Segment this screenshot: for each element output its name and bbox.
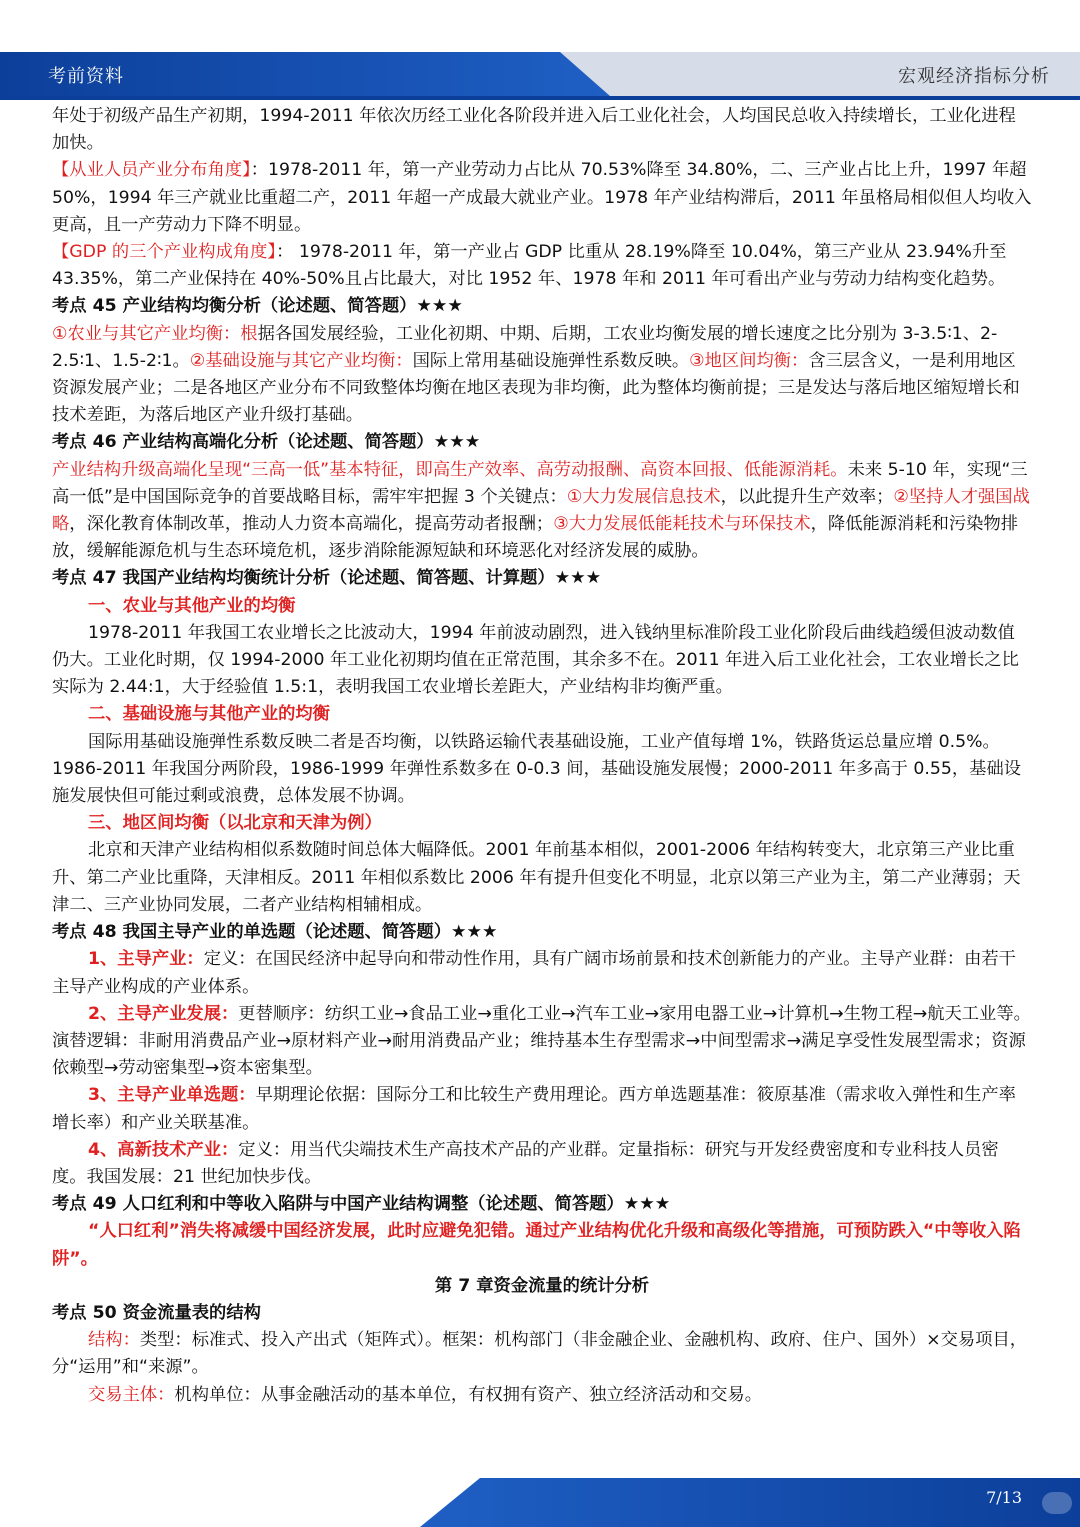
header-left-title: 考前资料	[48, 66, 124, 87]
k48-text-1: 定义：在国民经济中起导向和带动性作用，具有广阔市场前景和技术创新能力的产业。主导产业群：由若干主导产业构成的产业体系。	[52, 949, 1016, 997]
k50-item-2	[52, 1382, 1032, 1409]
k46-text-3: ，深化教育体制改革，推动人力资本高端化，提高劳动者报酬；	[69, 514, 554, 535]
k48-item-3	[52, 1082, 1032, 1136]
k46-heading: 考点 46 产业结构高端化分析（论述题、简答题）★★★	[52, 432, 481, 453]
k45-heading: 考点 45 产业结构均衡分析（论述题、简答题）★★★	[52, 296, 463, 317]
k50-item-1	[52, 1327, 1032, 1381]
k48-label-1: 1、主导产业：	[88, 949, 204, 970]
watermark-badge	[1042, 1492, 1072, 1514]
employment-label: 【从业人员产业分布角度】	[52, 160, 251, 181]
k47-paragraph-2: 国际用基础设施弹性系数反映二者是否均衡，以铁路运输代表基础设施，工业产值每增 1%，铁路货运总量应增 0.5%。1986-2011 年我国分两阶段，1986-1999 年弹性系数多在 0-0.3 间，基础设施发展慢；2000-2011 年多高于 0.55，基础设施发展快但可能过剩或浪费，总体发展不协调。	[52, 731, 1022, 807]
gdp-label: 【GDP 的三个产业构成角度】	[52, 242, 277, 263]
k48-heading: 考点 48 我国主导产业的单选题（论述题、简答题）★★★	[52, 922, 498, 943]
employment-paragraph	[52, 157, 1032, 239]
k48-text-2: 更替顺序：纺织工业→食品工业→重化工业→汽车工业→家用电器工业→计算机→生物工程→航天工业等。演替逻辑：非耐用消费品产业→原材料产业→耐用消费品产业；维持基本生存型需求→中间型需求→满足享受性发展型需求；资源依赖型→劳动密集型→资本密集型。	[52, 1003, 1031, 1079]
k47-subheading-2: 二、基础设施与其他产业的均衡	[88, 704, 330, 725]
k50-heading: 考点 50 资金流量表的结构	[52, 1302, 261, 1323]
k48-text-3: 早期理论依据：国际分工和比较生产费用理论。西方单选题基准：筱原基准（需求收入弹性和生产率增长率）和产业关联基准。	[52, 1085, 1016, 1133]
footer-blue-banner	[420, 1478, 1080, 1527]
employment-text: ：1978-2011 年，第一产业劳动力占比从 70.53%降至 34.80%，二、三产业占比上升，1997 年超 50%，1994 年三产就业比重超二产，2011 年超一产成最大就业产业。1978 年产业结构滞后，2011 年虽格局相似但人均收入更高，且一产劳动力下降不明显。	[52, 160, 1032, 235]
k46-text-1: 未来 5-10 年，实现“三高一低”是中国国际竞争的首要战略目标，需牢牢把握 3 个关键点：	[52, 459, 1028, 507]
k50-text-2: 机构单位：从事金融活动的基本单位，有权拥有资产、独立经济活动和交易。	[174, 1384, 762, 1405]
k45-text-1: 据各国发展经验，工业化初期、中期、后期，工农业均衡发展的增长速度之比分别为 3-3.5∶1、2-2.5∶1、1.5-2∶1。	[52, 323, 998, 371]
k49-heading: 考点 49 人口红利和中等收入陷阱与中国产业结构调整（论述题、简答题）★★★	[52, 1194, 671, 1215]
k50-label-2: 交易主体：	[88, 1384, 175, 1405]
chapter-title: 第 7 章资金流量的统计分析	[434, 1275, 650, 1296]
k46-text-2: ，以此提升生产效率；	[720, 486, 894, 507]
k48-text-4: 定义：用当代尖端技术生产高技术产品的产业群。定量指标：研究与开发经费密度和专业科技人员密度。我国发展：21 世纪加快步伐。	[52, 1139, 999, 1187]
k46-point-2: ②坚持人才强国战略	[52, 486, 1030, 535]
k45-text-3: 含三层含义，一是利用地区资源发展产业；二是各地区产业分布不同致整体均衡在地区表现为非均衡，此为整体均衡前提；三是发达与落后地区缩短增长和技术差距，为落后地区产业升级打基础。	[52, 350, 1020, 426]
k45-point-2: ②基础设施与其它产业均衡：	[189, 350, 413, 371]
k47-subheading-1: 一、农业与其他产业的均衡	[88, 595, 296, 616]
k45-text-2: 国际上常用基础设施弹性系数反映。	[412, 350, 690, 371]
k46-paragraph	[52, 457, 1032, 566]
page-header	[0, 0, 1080, 100]
k46-point-1: ①大力发展信息技术	[566, 486, 721, 507]
k46-point-3: ③大力发展低能耗技术与环保技术	[553, 514, 811, 535]
k48-item-4	[52, 1137, 1032, 1191]
gdp-paragraph	[52, 239, 1032, 293]
k48-label-2: 2、主导产业发展：	[88, 1003, 239, 1024]
k45-paragraph	[52, 321, 1032, 430]
k48-item-1	[52, 946, 1032, 1000]
intro-paragraph: 年处于初级产品生产初期，1994-2011 年依次历经工业化各阶段并进入后工业化社会，人均国民总收入持续增长，工业化进程加快。	[52, 106, 1016, 154]
k48-label-4: 4、高新技术产业：	[88, 1139, 239, 1160]
k47-heading: 考点 47 我国产业结构均衡统计分析（论述题、简答题、计算题）★★★	[52, 568, 602, 589]
k45-point-1: ①农业与其它产业均衡：根	[52, 323, 258, 344]
k49-paragraph: “人口红利”消失将减缓中国经济发展，此时应避免犯错。通过产业结构优化升级和高级化等措施，可预防跌入“中等收入陷阱”。	[52, 1221, 1021, 1269]
k46-lead: 产业结构升级高端化呈现“三高一低”基本特征，即高生产效率、高劳动报酬、高资本回报、低能源消耗。	[52, 459, 848, 480]
k47-subheading-3: 三、地区间均衡（以北京和天津为例）	[88, 813, 382, 834]
document-body	[52, 103, 1032, 1409]
k48-item-2	[52, 1001, 1032, 1083]
page-number: 7/13	[986, 1488, 1022, 1507]
page-footer	[0, 1470, 1080, 1527]
k46-text-4: ，降低能源消耗和污染物排放，缓解能源危机与生态环境危机，逐步消除能源短缺和环境恶化对经济发展的威胁。	[52, 514, 1019, 562]
header-rule	[0, 96, 1080, 100]
k50-label-1: 结构：	[88, 1330, 140, 1351]
k48-label-3: 3、主导产业单选题：	[88, 1085, 256, 1106]
gdp-text: ： 1978-2011 年，第一产业占 GDP 比重从 28.19%降至 10.04%，第三产业从 23.94%升至 43.35%，第二产业保持在 40%-50%且占比最大，对比 1952 年、1978 年和 2011 年可看出产业与劳动力结构变化趋势。	[52, 242, 1007, 290]
k47-paragraph-3: 北京和天津产业结构相似系数随时间总体大幅降低。2001 年前基本相似，2001-2006 年结构转变大，北京第三产业比重升、第二产业比重降，天津相反。2011 年相似系数比 2006 年有提升但变化不明显，北京以第三产业为主，第二产业薄弱；天津二、三产业协同发展，二者产业结构相辅相成。	[52, 840, 1021, 915]
k50-text-1: 类型：标准式、投入产出式（矩阵式）。框架：机构部门（非金融企业、金融机构、政府、住户、国外）×交易项目，分“运用”和“来源”。	[52, 1330, 1028, 1378]
k47-paragraph-1: 1978-2011 年我国工农业增长之比波动大，1994 年前波动剧烈，进入钱纳里标准阶段工业化阶段后曲线趋缓但波动数值仍大。工业化时期，仅 1994-2000 年工业化初期均值在正常范围，其余多不在。2011 年进入后工业化社会，工农业增长之比实际为 2.44:1，大于经验值 1.5:1，表明我国工农业增长差距大，产业结构非均衡严重。	[52, 622, 1019, 698]
header-right-title: 宏观经济指标分析	[898, 66, 1050, 87]
k45-point-3: ③地区间均衡：	[689, 350, 809, 371]
